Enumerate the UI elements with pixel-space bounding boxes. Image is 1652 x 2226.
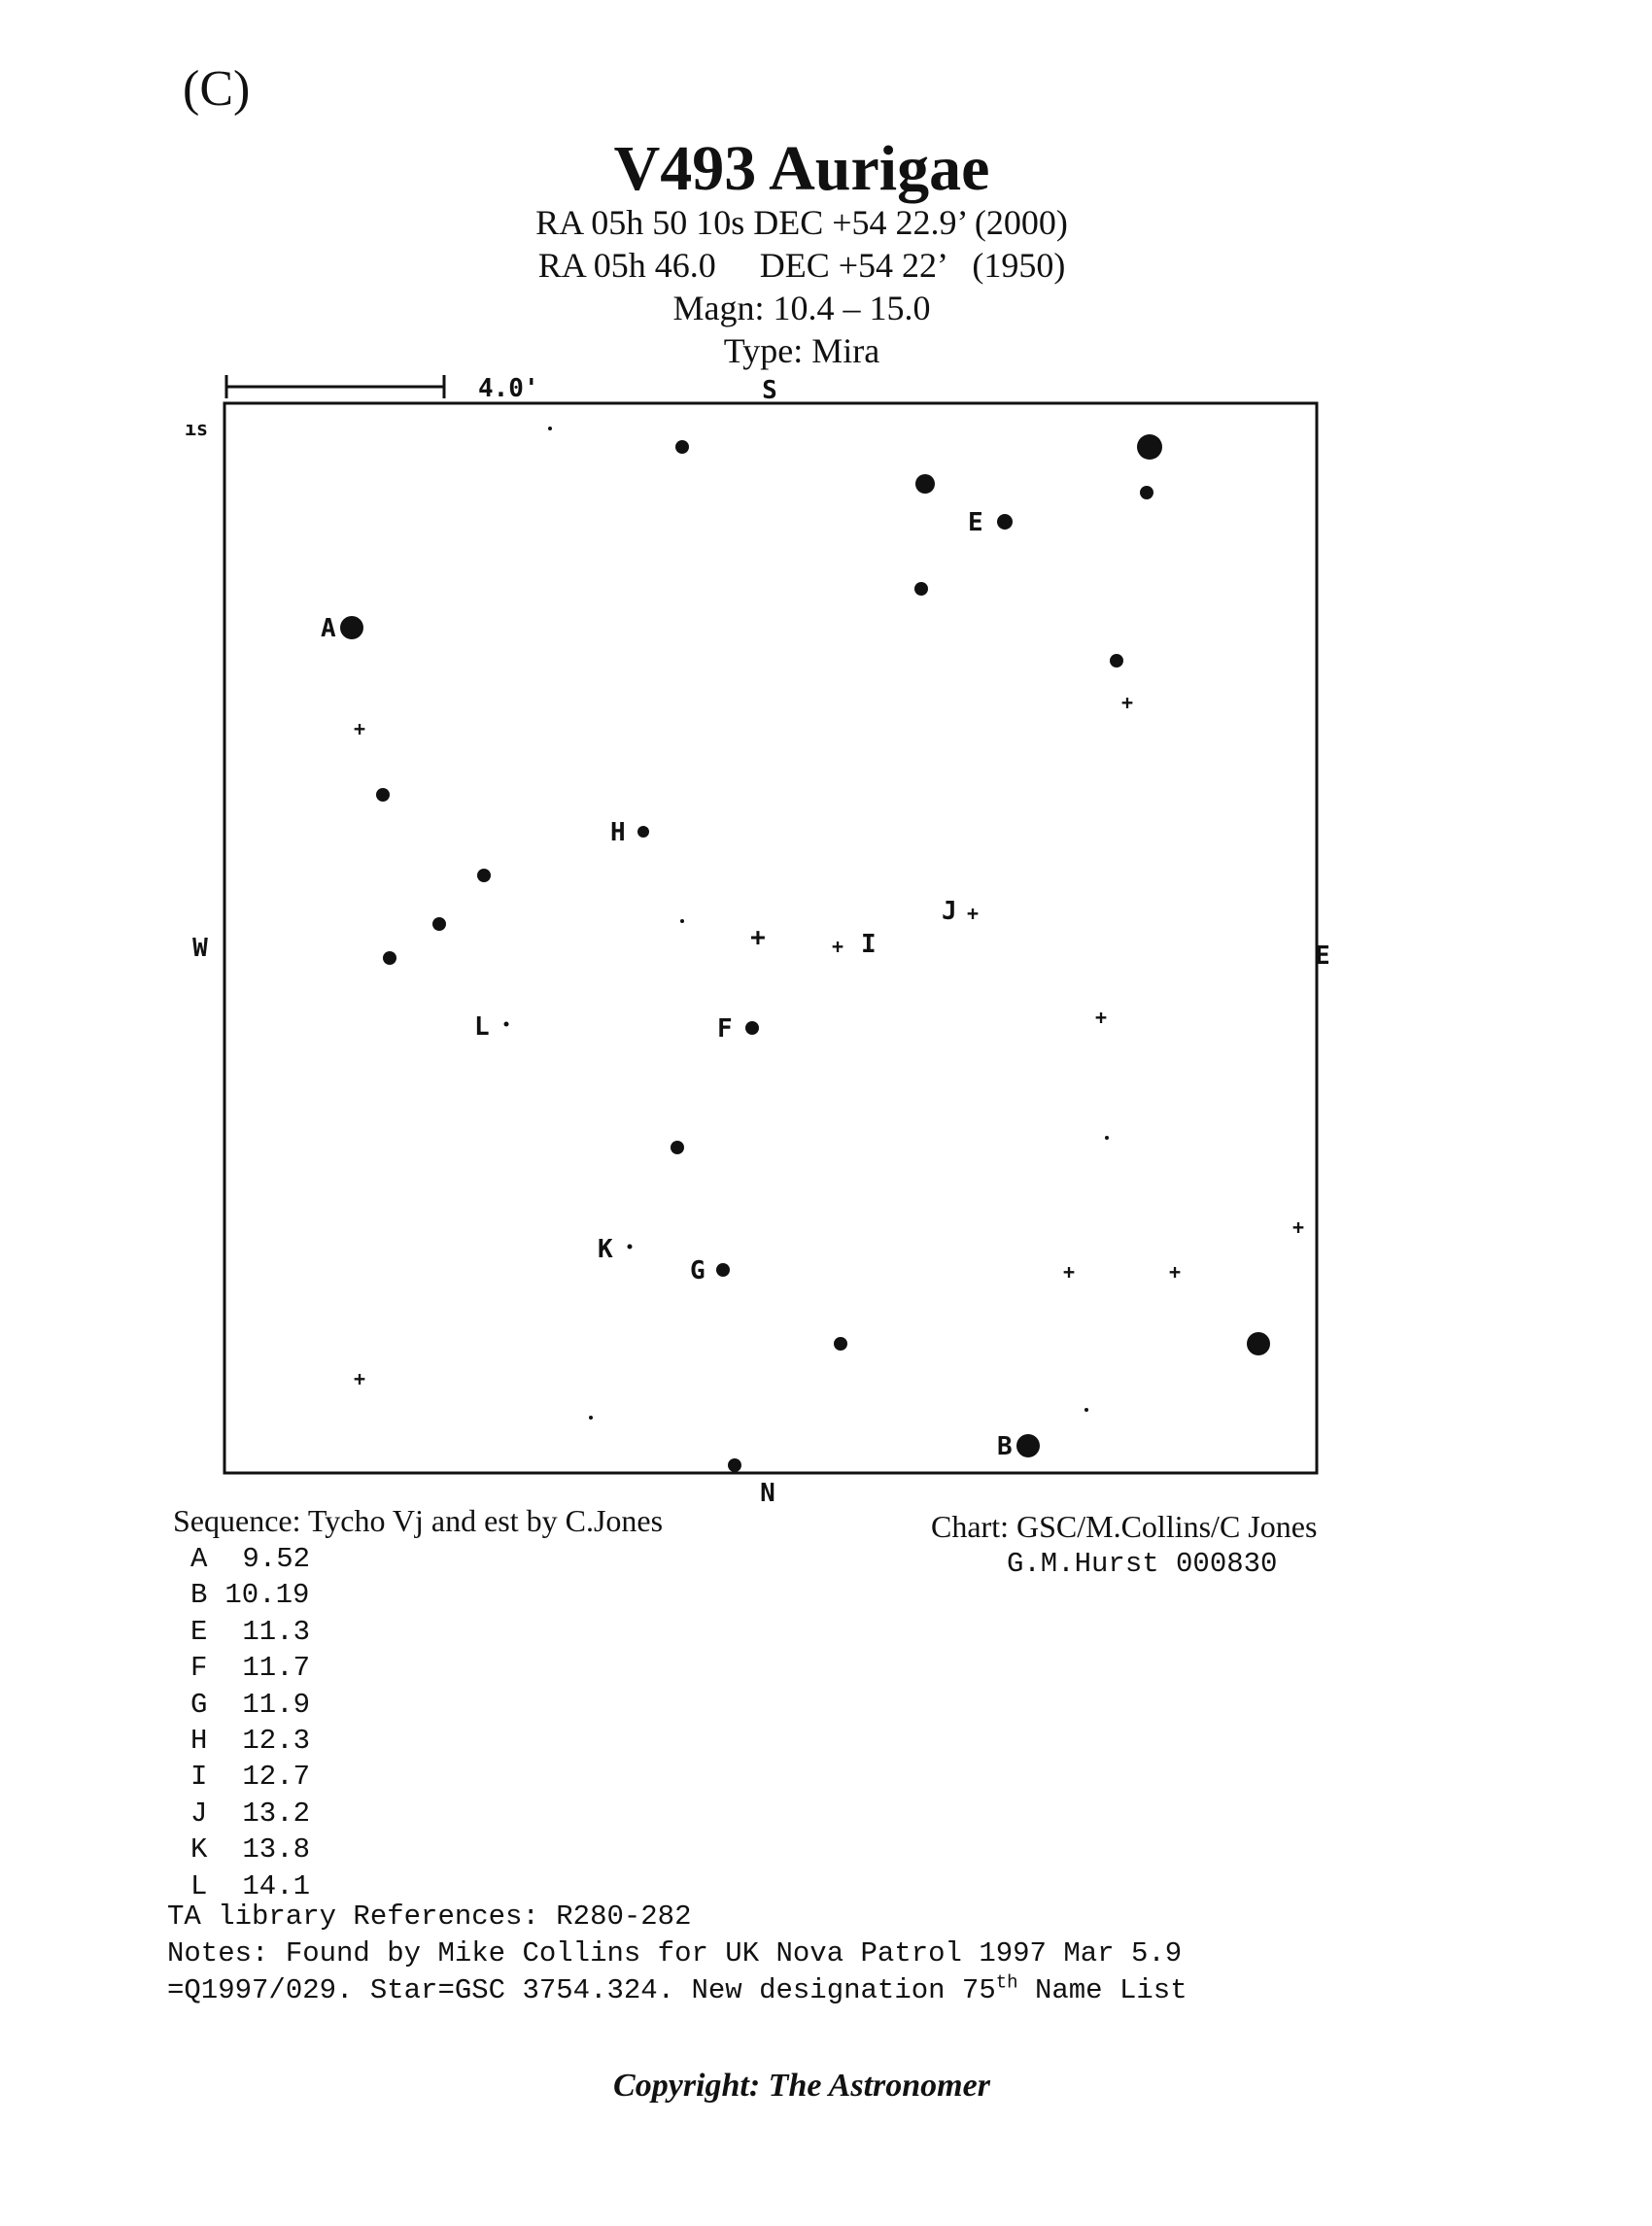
field-star: + <box>353 717 366 740</box>
field-star: + <box>1062 1260 1076 1284</box>
magnitude-range: Magn: 10.4 – 15.0 <box>672 289 931 327</box>
scale-label: 4.0' <box>478 374 539 403</box>
sequence-row <box>190 1687 310 1723</box>
star-I <box>832 930 877 959</box>
faint-field-stars <box>354 691 1304 1390</box>
notes-ordinal-suffix: th <box>995 1971 1018 1994</box>
field-star <box>1084 1408 1088 1412</box>
star-J-marker: + <box>966 902 980 925</box>
coordinates-2000: RA 05h 50 10s DEC +54 22.9’ (2000) <box>535 203 1068 242</box>
sequence-row <box>190 1614 310 1650</box>
star-E <box>968 508 1013 537</box>
sequence-star: E <box>190 1615 208 1648</box>
star-label-B: B <box>997 1432 1013 1461</box>
sequence-magnitude: 12.3 <box>242 1725 311 1758</box>
star-label-G: G <box>690 1256 706 1285</box>
star-label-K: K <box>598 1235 613 1264</box>
sequence-star: K <box>190 1833 208 1866</box>
sequence-row <box>190 1796 310 1832</box>
sequence-row <box>190 1868 310 1904</box>
field-star <box>1137 434 1162 460</box>
variable-type: Type: Mira <box>723 331 880 370</box>
sequence-magnitude: 10.19 <box>224 1579 310 1612</box>
star-A <box>321 614 363 643</box>
sequence-row <box>190 1650 310 1686</box>
corner-label: ıs <box>185 417 209 440</box>
star-label-A: A <box>321 614 336 643</box>
sequence-magnitude: 13.2 <box>242 1797 311 1830</box>
field-star: + <box>1291 1216 1305 1239</box>
star-H <box>610 818 649 847</box>
scale-bar <box>226 375 444 398</box>
field-star <box>915 474 935 494</box>
star-label-F: F <box>717 1014 733 1044</box>
star-K <box>598 1235 633 1264</box>
field-star: + <box>1168 1260 1182 1284</box>
sequence-magnitude: 14.1 <box>242 1869 311 1902</box>
field-star <box>477 869 491 882</box>
chart-title: V493 Aurigae <box>613 133 990 204</box>
star-label-I: I <box>861 930 877 959</box>
coordinates-1950: RA 05h 46.0 DEC +54 22’ (1950) <box>537 246 1066 285</box>
field-star <box>834 1337 847 1351</box>
field-star <box>1105 1136 1109 1140</box>
chart-credit: Chart: GSC/M.Collins/C Jones <box>931 1509 1318 1544</box>
sequence-list <box>190 1541 310 1904</box>
star-F <box>717 1014 759 1044</box>
library-references: TA library References: R280-282 <box>167 1901 692 1933</box>
sequence-star: F <box>190 1652 208 1685</box>
field-star <box>432 917 446 931</box>
notes-line-1: Notes: Found by Mike Collins for UK Nova Patrol 1997 Mar 5.9 <box>167 1937 1183 1969</box>
chart-frame <box>224 403 1317 1473</box>
field-star <box>376 788 390 802</box>
field-star: + <box>1120 691 1134 714</box>
sequence-magnitude: 13.8 <box>242 1833 311 1866</box>
sequence-star: G <box>190 1688 208 1721</box>
star-label-E: E <box>968 508 983 537</box>
sequence-star: I <box>190 1761 208 1794</box>
field-star <box>1140 486 1153 499</box>
field-star <box>680 919 684 923</box>
field-star: + <box>750 923 766 952</box>
field-star <box>675 440 689 454</box>
sequence-star: H <box>190 1725 208 1758</box>
copyright-notice: Copyright: The Astronomer <box>613 2068 990 2104</box>
notes-line-2-end: Name List <box>1017 1974 1187 2006</box>
field-star <box>671 1141 684 1154</box>
star-label-L: L <box>474 1012 490 1042</box>
sequence-star: J <box>190 1797 208 1830</box>
sequence-row <box>190 1759 310 1795</box>
sequence-star: A <box>190 1543 208 1575</box>
field-star: + <box>353 1367 366 1390</box>
observer-credit: G.M.Hurst 000830 <box>1007 1548 1278 1580</box>
sequence-magnitude: 12.7 <box>242 1761 311 1794</box>
field-star <box>1247 1332 1270 1355</box>
field-star <box>1110 654 1123 668</box>
sequence-magnitude: 9.52 <box>242 1543 311 1575</box>
compass-west: W <box>192 934 208 963</box>
field-star <box>589 1416 593 1420</box>
sequence-row <box>190 1832 310 1867</box>
compass-north: N <box>760 1479 775 1508</box>
star-I-marker: + <box>831 935 844 958</box>
sequence-heading: Sequence: Tycho Vj and est by C.Jones <box>173 1503 664 1538</box>
star-L <box>474 1012 509 1042</box>
sequence-row <box>190 1723 310 1759</box>
field-star <box>383 951 396 965</box>
field-star <box>914 582 928 596</box>
field-stars <box>376 427 1270 1472</box>
sequence-magnitude: 11.3 <box>242 1615 311 1648</box>
star-label-J: J <box>942 897 957 926</box>
star-G <box>690 1256 730 1285</box>
field-star <box>728 1458 741 1472</box>
field-star: + <box>1094 1006 1108 1029</box>
star-B <box>997 1432 1040 1461</box>
field-star <box>548 427 552 430</box>
sequence-magnitude: 11.9 <box>242 1688 311 1721</box>
panel-label: (C) <box>183 61 251 117</box>
star-label-H: H <box>610 818 626 847</box>
compass-south: S <box>762 376 777 405</box>
notes-line-2 <box>167 1971 1187 2006</box>
sequence-row <box>190 1541 310 1577</box>
sequence-row <box>190 1577 310 1613</box>
sequence-star: B <box>190 1579 208 1612</box>
notes-line-2-text: =Q1997/029. Star=GSC 3754.324. New designation 75 <box>167 1974 996 2006</box>
compass-east: E <box>1315 942 1330 971</box>
sequence-star: L <box>190 1869 208 1902</box>
sequence-magnitude: 11.7 <box>242 1652 311 1685</box>
star-J <box>942 897 979 926</box>
